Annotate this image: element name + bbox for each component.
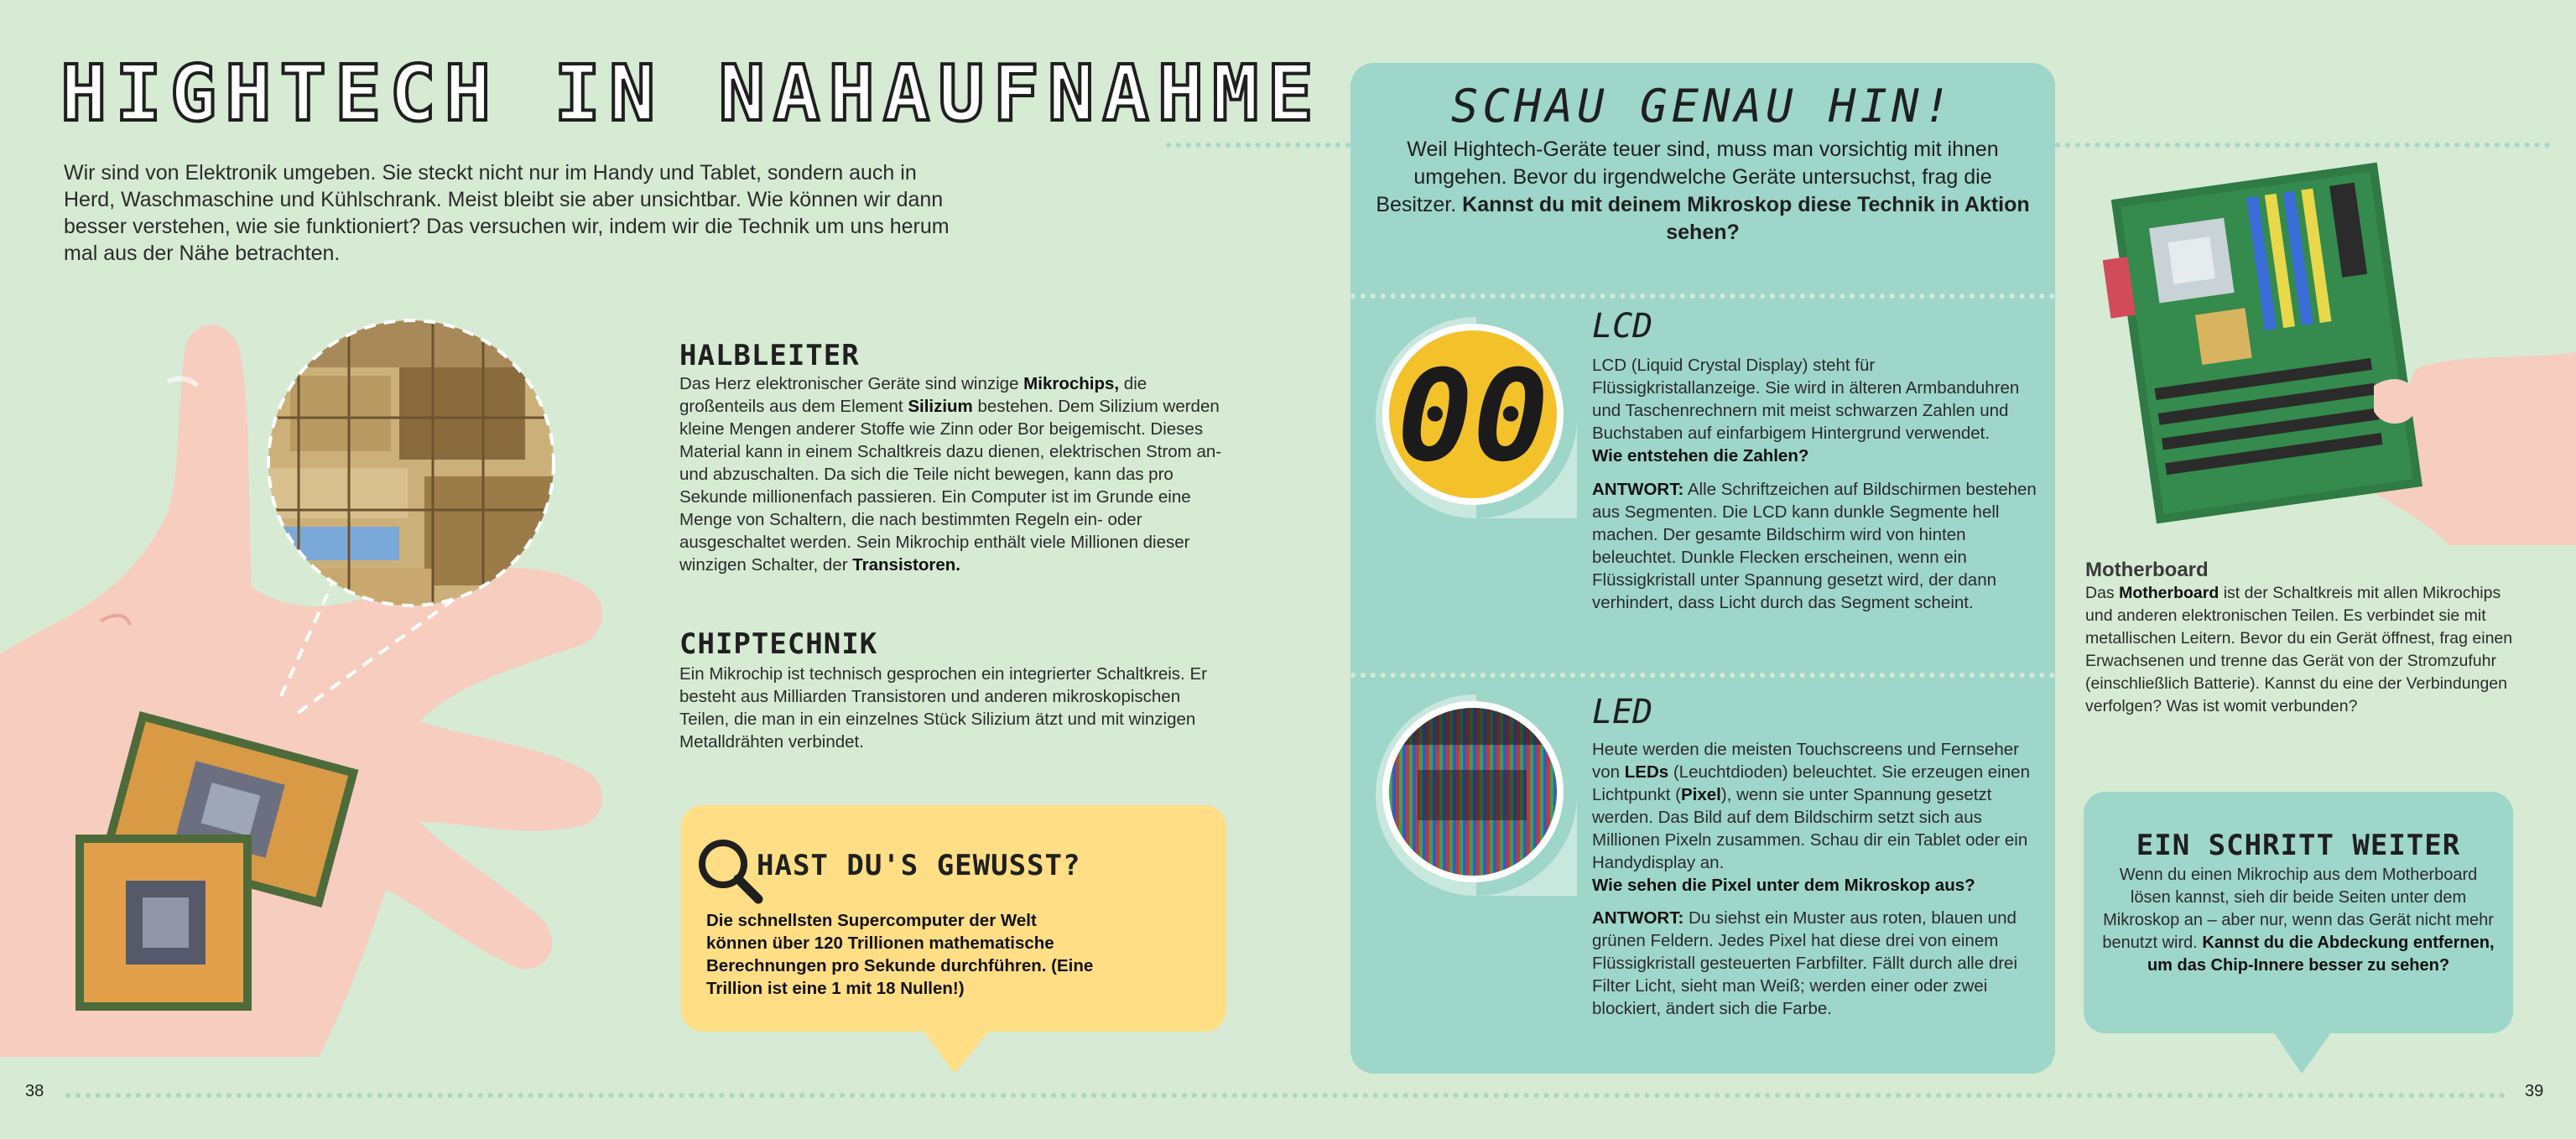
speech-tail-yellow xyxy=(923,1030,990,1074)
lcd-heading: LCD xyxy=(1592,307,1653,346)
page-number-right: 39 xyxy=(2525,1082,2544,1100)
motherboard-heading: Motherboard xyxy=(2085,559,2209,581)
led-text: Heute werden die meisten Touchscreens und Fernseher von LEDs (Leuchtdioden) beleuchtet. Sie erzeugen einen Lichtpunkt (Pixel), wenn sie unter Spannung gesetzt werden. Das Bild auf dem Bildschirm setzt sich aus Millionen Pixeln zusammen. Schau dir ein Tablet oder ein Handydisplay an. xyxy=(1592,740,2030,872)
chiptechnik-text: Ein Mikrochip ist technisch gesprochen ein integrierter Schaltkreis. Er besteht aus Milliarden Transistoren und anderen mikroskopischen Teilen, die man in ein einzelnes Stück Silizium ätzt und mit winzigen Metalldrähten verbindet. xyxy=(679,664,1207,752)
teal-divider-1 xyxy=(1350,294,2055,299)
led-heading: LED xyxy=(1592,693,1653,731)
led-closeup-illustration xyxy=(1376,694,1577,896)
lcd-digits: 00 xyxy=(1397,344,1549,490)
top-dotted-rule-left xyxy=(1166,143,1350,148)
lcd-question: Wie entstehen die Zahlen? xyxy=(1592,446,1809,465)
schau-intro: Weil Hightech-Geräte teuer sind, muss man vorsichtig mit ihnen umgehen. Bevor du irgendwelche Geräte untersuchst, frag die Besitzer. Kannst du mit deinem Mikroskop diese Technik in Aktion sehen? xyxy=(1376,138,2030,244)
chiptechnik-heading: CHIPTECHNIK xyxy=(679,627,878,661)
schritt-text: Wenn du einen Mikrochip aus dem Motherboard lösen kannst, sieh dir beide Seiten unter dem Mikroskop an – aber nur, wenn das Gerät nicht mehr benutzt wird. Kannst du die Abdeckung entfernen, um das Chip-Innere besser zu sehen? xyxy=(2102,866,2495,975)
top-dotted-rule-right xyxy=(2055,143,2550,148)
schau-heading: SCHAU GENAU HIN! xyxy=(1450,80,1955,133)
intro-text: Wir sind von Elektronik umgeben. Sie steckt nicht nur im Handy und Tablet, sondern auch in Herd, Waschmaschine und Kühlschrank. Meist bleibt sie aber unsichtbar. Wie können wir dann besser verstehen, wie sie funktioniert? Das versuchen wir, indem wir die Technik um uns herum mal aus der Nähe betrachten. xyxy=(64,161,950,265)
page-title: HIGHTECH IN NAHAUFNAHME xyxy=(60,49,1322,138)
lcd-answer: ANTWORT: Alle Schriftzeichen auf Bildschirmen bestehen aus Segmenten. Die LCD kann dunkle Segmente hell machen. Der gesamte Bildschirm wird von hinten beleuchtet. Dunkle Flecken erscheinen, wenn ein Flüssigkristall unter Spannung gesetzt wird, der dann verhindert, dass Licht durch das Segment scheint. xyxy=(1592,480,2037,612)
microchip-front-icon xyxy=(75,835,252,1011)
lcd-text: LCD (Liquid Crystal Display) steht für Flüssigkristallanzeige. Sie wird in älteren Armbanduhren und Taschenrechnern mit meist schwarzen Zahlen und Buchstaben auf einfarbigem Hintergrund verwendet. xyxy=(1592,356,2020,443)
led-answer: ANTWORT: Du siehst ein Muster aus roten, blauen und grünen Feldern. Jedes Pixel hat diese drei von einem Flüssigkristall gesteuerten Farbfilter. Fällt durch alle drei Filter Licht, sieht man Weiß; werden einer oder zwei blockiert, ändert sich die Farbe. xyxy=(1592,908,2018,1018)
schritt-heading: EIN SCHRITT WEITER xyxy=(2136,829,2461,862)
magnifier-icon xyxy=(696,837,765,906)
lcd-closeup-illustration xyxy=(1376,317,1577,518)
fact-text: Die schnellsten Supercomputer der Welt können über 120 Trillionen mathematische Berechnungen pro Sekunde durchführen. (Eine Trillion ist eine 1 mit 18 Nullen!) xyxy=(706,911,1094,998)
silicon-closeup-illustration xyxy=(265,317,557,609)
motherboard-text: Das Motherboard ist der Schaltkreis mit allen Mikrochips und anderen elektronischen Teilen. Es verbindet sie mit metallischen Leitern. Bevor du ein Gerät öffnest, frag einen Erwachsenen und trenne das Gerät von der Stromzufuhr (einschließlich Batterie). Kannst du eine der Verbindungen verfolgen? Was ist womit verbunden? xyxy=(2085,584,2513,715)
speech-tail-mint xyxy=(2273,1032,2332,1074)
halbleiter-heading: HALBLEITER xyxy=(679,339,860,372)
fact-heading: HAST DU'S GEWUSST? xyxy=(757,849,1081,882)
page-number-left: 38 xyxy=(25,1082,44,1100)
teal-divider-2 xyxy=(1350,673,2055,678)
bottom-dotted-rule-left xyxy=(65,1093,2506,1098)
led-question: Wie sehen die Pixel unter dem Mikroskop aus? xyxy=(1592,876,1975,895)
halbleiter-text: Das Herz elektronischer Geräte sind winzige Mikrochips, die großenteils aus dem Element Silizium bestehen. Dem Silizium werden kleine Mengen anderer Stoffe wie Zinn oder Bor beigemischt. Dieses Material kann in einem Schaltkreis dazu dienen, elektrischen Strom an- und abzuschalten. Da sich die Teile nicht bewegen, kann das pro Sekunde millionenfach passieren. Ein Computer ist im Grunde eine Menge von Schaltern, die nach bestimmten Regeln ein- oder ausgeschaltet werden. Sein Mikrochip enthält viele Millionen dieser winzigen Schalter, der Transistoren. xyxy=(679,374,1222,575)
motherboard-in-hand-illustration xyxy=(2097,159,2576,545)
